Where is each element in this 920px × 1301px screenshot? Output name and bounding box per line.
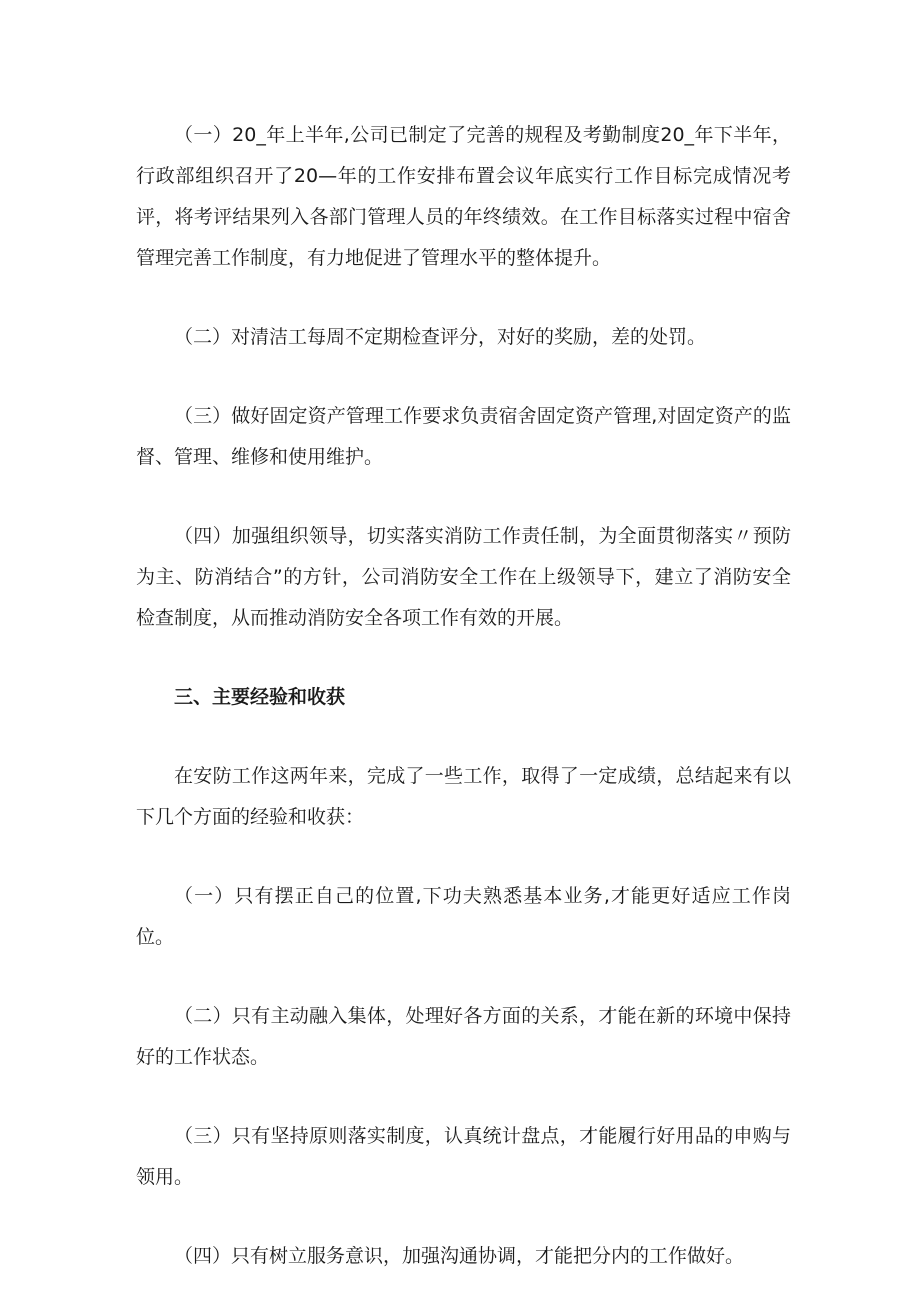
- lesson-3: （三）只有坚持原则落实制度，认真统计盘点，才能履行好用品的申购与领用。: [136, 1125, 791, 1188]
- paragraph-3: （三）做好固定资产管理工作要求负责宿舍固定资产管理,对固定资产的监督、管理、维修和使用维护。: [136, 405, 791, 468]
- lesson-1: （一）只有摆正自己的位置,下功夫熟悉基本业务,才能更好适应工作岗位。: [136, 885, 791, 948]
- paragraph-4: （四）加强组织领导，切实落实消防工作责任制，为全面贯彻落实〃预防为主、防消结合”的方针，公司消防安全工作在上级领导下，建立了消防安全检查制度，从而推动消防安全各项工作有效的开展。: [136, 525, 791, 629]
- paragraph-2: （二）对清洁工每周不定期检查评分，对好的奖励，差的处罚。: [174, 326, 707, 348]
- document-body: [136, 115, 791, 1277]
- lesson-2: （二）只有主动融入集体，处理好各方面的关系，才能在新的环境中保持好的工作状态。: [136, 1005, 791, 1068]
- paragraph-1: （一）20_年上半年,公司已制定了完善的规程及考勤制度20_年下半年，行政部组织召开了20—年的工作安排布置会议年底实行工作目标完成情况考评，将考评结果列入各部门管理人员的年终绩效。在工作目标落实过程中宿舍管理完善工作制度，有力地促进了管理水平的整体提升。: [136, 124, 791, 269]
- intro-paragraph: 在安防工作这两年来，完成了一些工作，取得了一定成绩，总结起来有以下几个方面的经验和收获：: [136, 765, 791, 828]
- section-heading: 三、主要经验和收获: [174, 686, 346, 708]
- lesson-4: （四）只有树立服务意识，加强沟通协调，才能把分内的工作做好。: [174, 1245, 745, 1267]
